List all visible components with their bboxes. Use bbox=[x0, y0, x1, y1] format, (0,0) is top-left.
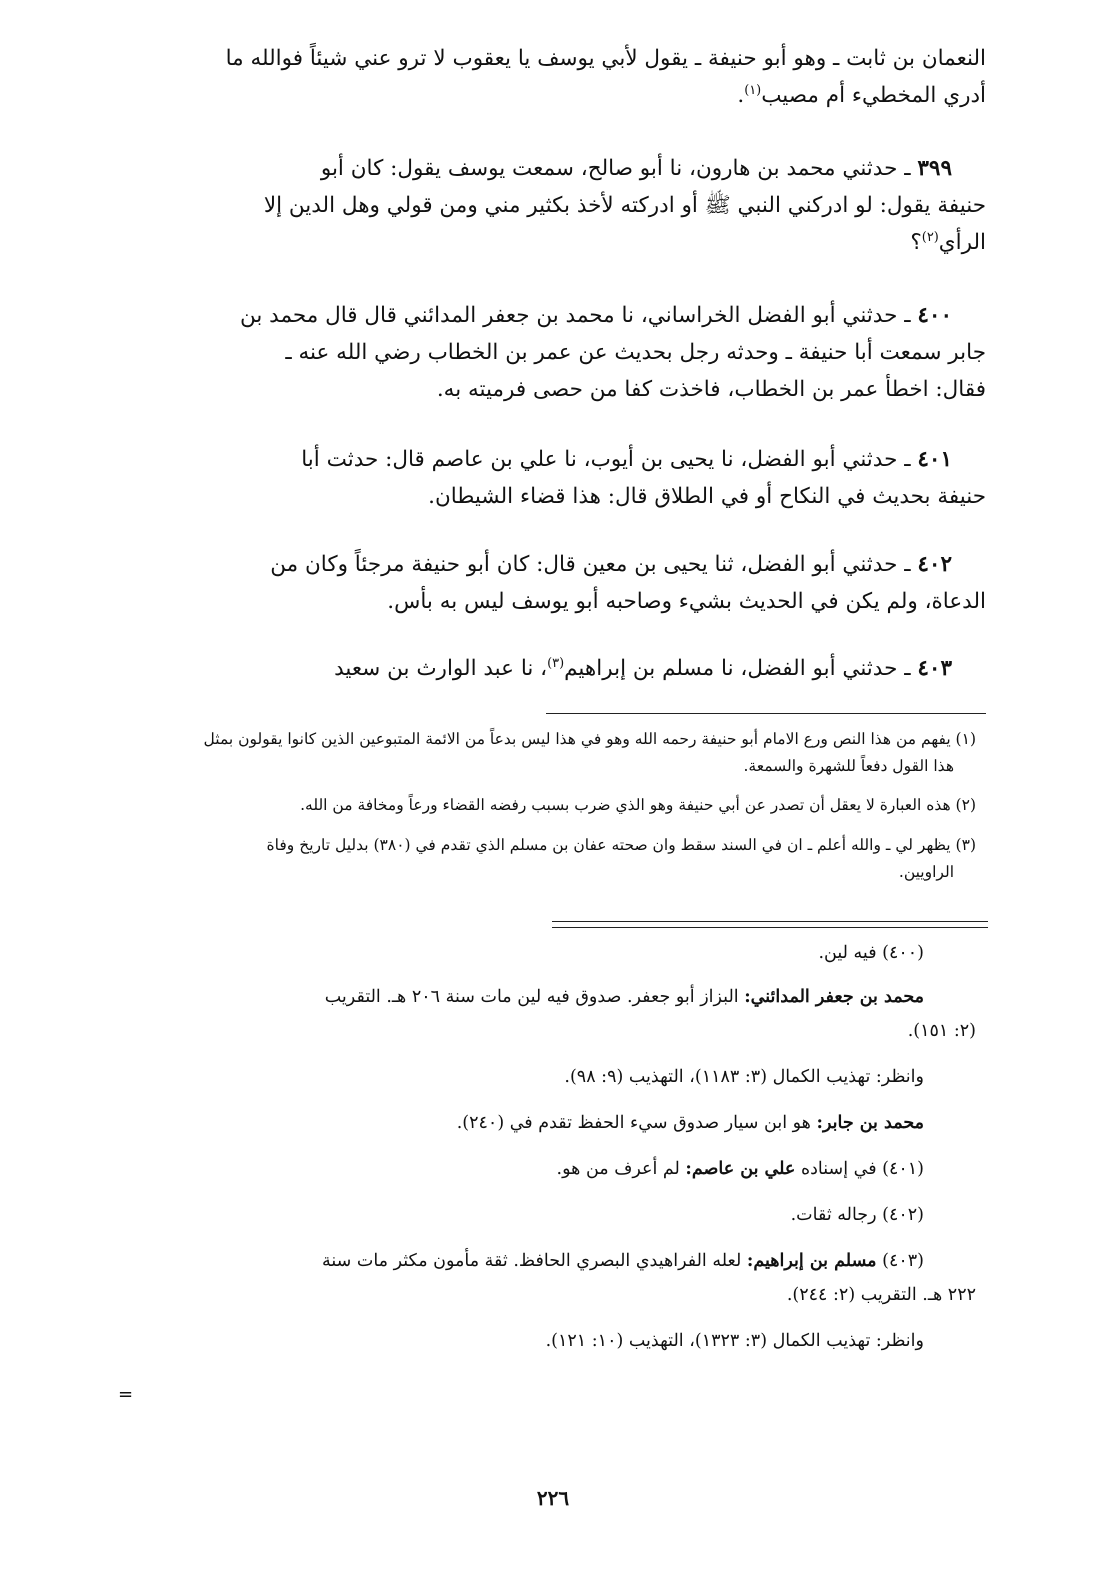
text-span: ، نا عبد الوارث بن سعيد bbox=[334, 656, 548, 681]
text-span: لم أعرف من هو. bbox=[556, 1159, 680, 1179]
text-span: (٤٠١) في إسناده bbox=[800, 1159, 924, 1179]
text-line bbox=[118, 441, 986, 478]
text-span: لعله الفراهيدي البصري الحافظ. ثقة مأمون مكثر مات سنة bbox=[321, 1251, 742, 1271]
hadith-number: ٣٩٩ bbox=[917, 156, 952, 181]
text-span: الرأي bbox=[938, 230, 986, 255]
text-span: ؟ bbox=[910, 230, 922, 255]
hadith-399 bbox=[118, 150, 986, 261]
text-line: فقال: اخطأ عمر بن الخطاب، فاخذت كفا من حصى فرميته به. bbox=[436, 377, 986, 402]
footnote-2 bbox=[128, 792, 976, 819]
text-line bbox=[128, 1152, 976, 1186]
text-span: البزاز أبو جعفر. صدوق فيه لين مات سنة ٢٠٦ هـ. التقريب bbox=[324, 987, 739, 1007]
text-line: حنيفة يقول: لو ادركني النبي ﷺ أو ادركته لأخذ بكثير مني ومن قولي وهل الدين إلا bbox=[263, 193, 986, 218]
text-span: ـ حدثني أبو الفضل، ثنا يحيى بن معين قال: كان أبو حنيفة مرجئاً وكان من bbox=[270, 552, 911, 577]
text-line: (١) يفهم من هذا النص ورع الامام أبو حنيفة رحمه الله وهو في هذا ليس بدعاً من الائمة المتبوعين الذين كانوا يقولون بمثل bbox=[203, 730, 976, 748]
text-line: حنيفة بحديث في النكاح أو في الطلاق قال: هذا قضاء الشيطان. bbox=[428, 484, 986, 509]
footnote-ref-2: (٢) bbox=[921, 229, 939, 245]
takhrij-section bbox=[128, 936, 976, 1358]
text-line bbox=[128, 980, 976, 1014]
text-line: الراويين. bbox=[898, 863, 954, 881]
text-span: ـ حدثني أبو الفضل، نا يحيى بن أيوب، نا علي بن عاصم قال: حدثت أبا bbox=[301, 447, 911, 472]
takhrij-separator-bottom bbox=[552, 927, 988, 928]
text-line: ٢٢٢ هـ. التقريب (٢: ٢٤٤). bbox=[786, 1285, 976, 1305]
text-line: النعمان بن ثابت ـ وهو أبو حنيفة ـ يقول لأبي يوسف يا يعقوب لا ترو عني شيئاً فوالله ما bbox=[225, 46, 986, 71]
text-span: ـ حدثني محمد بن هارون، نا أبو صالح، سمعت يوسف يقول: كان أبو bbox=[320, 156, 911, 181]
footnote-3 bbox=[128, 832, 976, 886]
text-line bbox=[128, 1106, 976, 1140]
text-line bbox=[128, 1244, 976, 1278]
text-line: (٤٠٠) فيه لين. bbox=[818, 943, 924, 963]
text-line bbox=[118, 224, 986, 261]
footnote-1 bbox=[128, 726, 976, 780]
text-line: وانظر: تهذيب الكمال (٣: ١١٨٣)، التهذيب (٩: ٩٨). bbox=[564, 1067, 924, 1087]
main-paragraph-continued bbox=[118, 40, 986, 114]
takhrij-separator-top bbox=[552, 921, 988, 922]
text-line: هذا القول دفعاً للشهرة والسمعة. bbox=[743, 757, 954, 775]
text-span: ـ حدثني أبو الفضل الخراساني، نا محمد بن جعفر المدائني قال قال محمد بن bbox=[239, 303, 911, 328]
text-span: هو ابن سيار صدوق سيء الحفظ تقدم في (٢٤٠). bbox=[456, 1113, 811, 1133]
text-line: وانظر: تهذيب الكمال (٣: ١٣٢٣)، التهذيب (١٠: ١٢١). bbox=[545, 1331, 924, 1351]
text-line: (٤٠٢) رجاله ثقات. bbox=[790, 1205, 924, 1225]
narrator-name: محمد بن جابر: bbox=[816, 1113, 924, 1133]
text-line bbox=[118, 77, 986, 114]
narrator-name: محمد بن جعفر المدائني: bbox=[744, 987, 924, 1007]
text-span: أدري المخطيء أم مصيب bbox=[761, 83, 986, 108]
text-line: جابر سمعت أبا حنيفة ـ وحدثه رجل بحديث عن عمر بن الخطاب رضي الله عنه ـ bbox=[285, 340, 986, 365]
hadith-number: ٤٠١ bbox=[917, 447, 952, 472]
text-line bbox=[118, 150, 986, 187]
footnote-ref-3: (٣) bbox=[547, 655, 565, 671]
text-line: الدعاة، ولم يكن في الحديث بشيء وصاحبه أبو يوسف ليس به بأس. bbox=[387, 589, 986, 614]
text-span: ـ حدثني أبو الفضل، نا مسلم بن إبراهيم bbox=[564, 656, 911, 681]
text-span: . bbox=[737, 83, 745, 108]
margin-mark: = bbox=[118, 1384, 134, 1405]
footnote-ref-1: (١) bbox=[744, 82, 762, 98]
hadith-403 bbox=[118, 650, 986, 687]
narrator-name: علي بن عاصم: bbox=[685, 1159, 796, 1179]
narrator-name: مسلم بن إبراهيم: bbox=[746, 1251, 877, 1271]
text-line: (٣) يظهر لي ـ والله أعلم ـ ان في السند سقط وان صحته عفان بن مسلم الذي تقدم في (٣٨٠) بدليل تاريخ وفاة bbox=[266, 836, 976, 854]
text-line bbox=[118, 297, 986, 334]
text-line bbox=[118, 650, 986, 687]
hadith-402 bbox=[118, 546, 986, 620]
hadith-401 bbox=[118, 441, 986, 515]
footnote-separator bbox=[546, 713, 986, 714]
hadith-400 bbox=[118, 297, 986, 408]
hadith-number: ٤٠٢ bbox=[917, 552, 952, 577]
page-number: ٢٢٦ bbox=[536, 1486, 570, 1510]
text-line: (٢: ١٥١). bbox=[907, 1021, 976, 1041]
hadith-number: ٤٠٠ bbox=[917, 303, 952, 328]
text-line bbox=[118, 546, 986, 583]
hadith-number: ٤٠٣ bbox=[917, 656, 952, 681]
text-span: (٤٠٣) bbox=[882, 1251, 924, 1271]
text-line: (٢) هذه العبارة لا يعقل أن تصدر عن أبي حنيفة وهو الذي ضرب بسبب رفضه القضاء ورعاً ومخافة من الله. bbox=[300, 796, 976, 814]
